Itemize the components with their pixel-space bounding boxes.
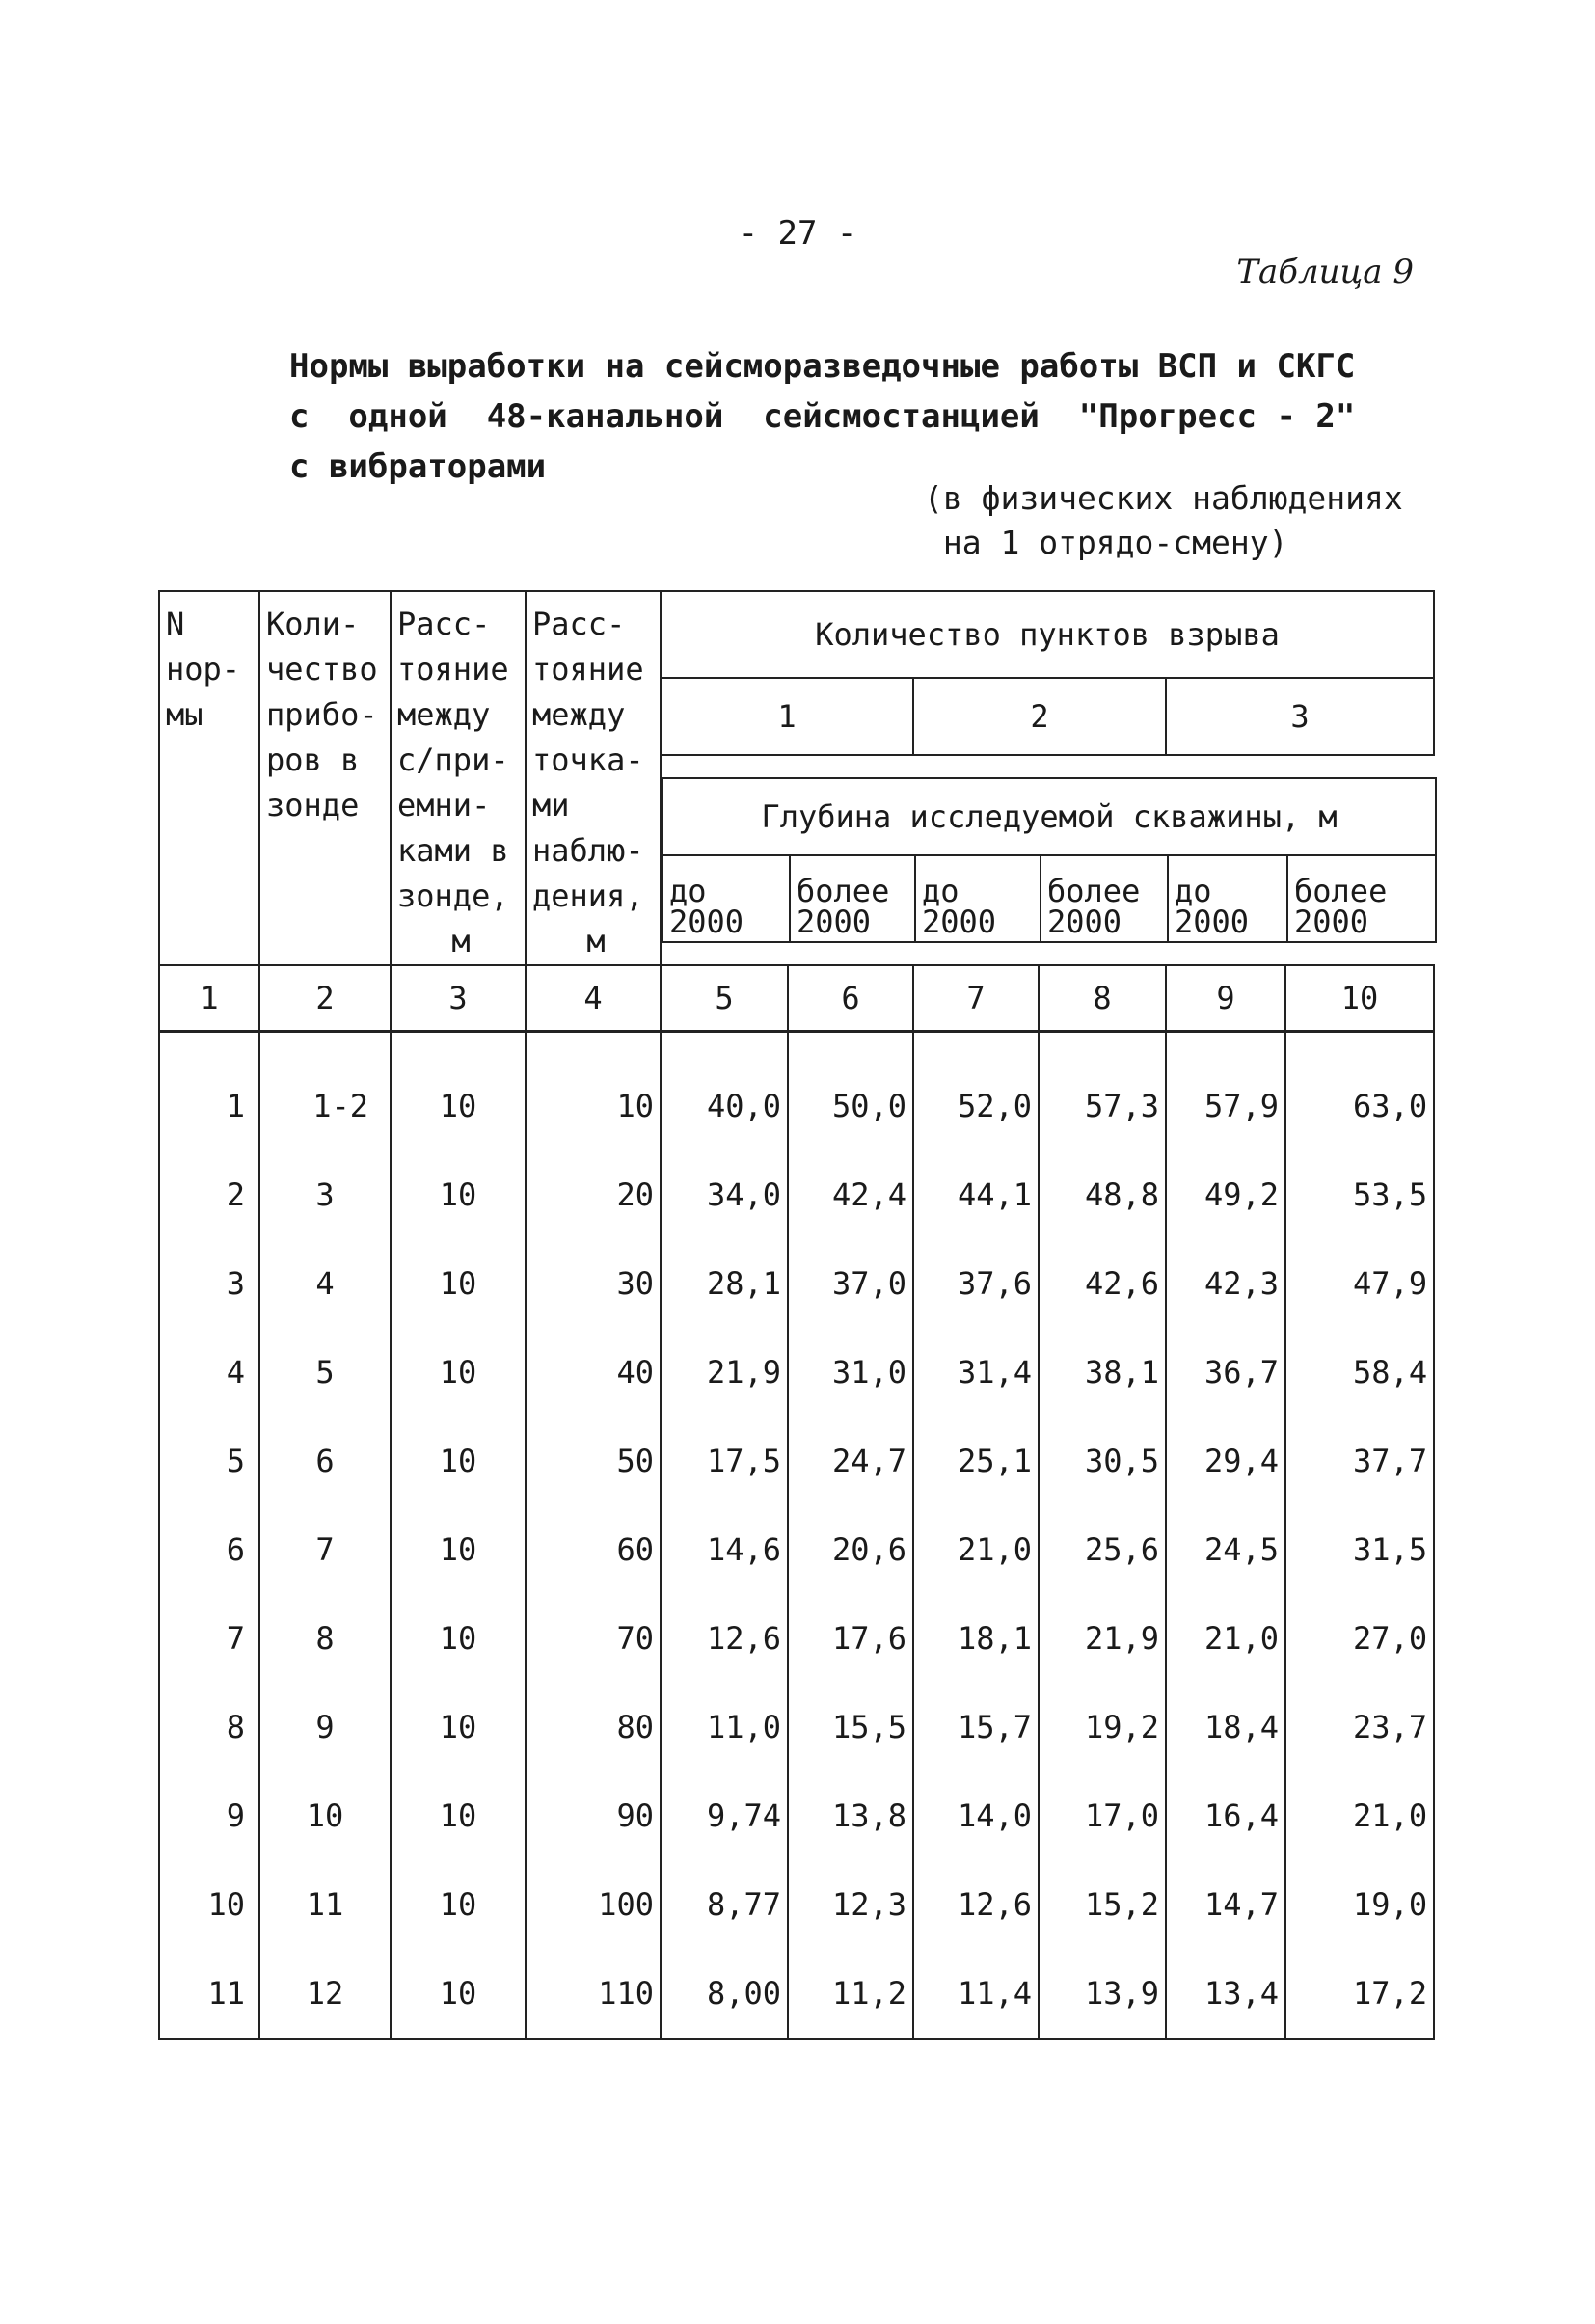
header-observation-distance (526, 591, 661, 965)
depth-label-cell (1168, 855, 1287, 942)
table-cell: 40 (526, 1328, 661, 1417)
depth-label-cell (1041, 855, 1168, 942)
table-cell: 100 (526, 1860, 661, 1949)
column-number-cell: 2 (259, 965, 391, 1032)
table-cell: 60 (526, 1505, 661, 1594)
table-cell: 25,6 (1039, 1505, 1166, 1594)
table-cell: 10 (391, 1239, 526, 1328)
table-cell: 11,0 (661, 1683, 788, 1771)
header-line: нор- (166, 651, 241, 688)
header-line: Расс- (397, 606, 491, 642)
table-cell: 9 (259, 1683, 391, 1771)
table-cell: 21,0 (1166, 1594, 1285, 1683)
header-line: м (586, 923, 606, 959)
table-row (159, 1771, 1434, 1860)
table-cell: 10 (391, 1594, 526, 1683)
units-note (924, 476, 1403, 565)
table-row (159, 1150, 1434, 1239)
depth-label-line: до (669, 873, 707, 909)
table-cell: 48,8 (1039, 1150, 1166, 1239)
table-cell: 37,7 (1285, 1417, 1434, 1505)
table-cell: 10 (391, 1683, 526, 1771)
table-cell: 24,7 (788, 1417, 913, 1505)
table-cell: 6 (159, 1505, 259, 1594)
header-line: ками в (397, 832, 509, 869)
table-cell: 18,4 (1166, 1683, 1285, 1771)
table-cell: 57,3 (1039, 1032, 1166, 1151)
depth-label-cell (915, 855, 1041, 942)
header-line: с/при- (397, 742, 509, 778)
table-cell: 12,6 (913, 1860, 1039, 1949)
table-cell: 9 (159, 1771, 259, 1860)
table-cell: 25,1 (913, 1417, 1039, 1505)
table-cell: 24,5 (1166, 1505, 1285, 1594)
table-cell: 19,0 (1285, 1860, 1434, 1949)
table-cell: 28,1 (661, 1239, 788, 1328)
table-cell: 10 (526, 1032, 661, 1151)
column-number-cell: 1 (159, 965, 259, 1032)
table-cell: 53,5 (1285, 1150, 1434, 1239)
table-cell: 50 (526, 1417, 661, 1505)
column-number-cell: 6 (788, 965, 913, 1032)
table-cell: 16,4 (1166, 1771, 1285, 1860)
table-cell: 31,0 (788, 1328, 913, 1417)
table-cell: 49,2 (1166, 1150, 1285, 1239)
table-cell: 12 (259, 1949, 391, 2040)
table-cell: 8 (159, 1683, 259, 1771)
depth-label-line: до (1175, 873, 1212, 909)
header-line: м (451, 923, 471, 959)
column-number-row (159, 965, 1434, 1032)
header-point-3: 3 (1166, 678, 1434, 755)
table-cell: 15,2 (1039, 1860, 1166, 1949)
table-row (159, 1417, 1434, 1505)
header-line: Коли- (266, 606, 360, 642)
table-cell: 11 (159, 1949, 259, 2040)
header-line: зонде, (397, 878, 509, 914)
table-cell: 4 (259, 1239, 391, 1328)
table-cell: 10 (391, 1150, 526, 1239)
depth-label-row (662, 855, 1436, 942)
table-cell: 30 (526, 1239, 661, 1328)
table-cell: 3 (159, 1239, 259, 1328)
table-cell: 17,2 (1285, 1949, 1434, 2040)
table-cell: 13,8 (788, 1771, 913, 1860)
table-cell: 10 (391, 1771, 526, 1860)
table-cell: 10 (391, 1417, 526, 1505)
table-cell: 40,0 (661, 1032, 788, 1151)
depth-header-row (662, 778, 1436, 855)
table-cell: 21,0 (1285, 1771, 1434, 1860)
table-cell: 63,0 (1285, 1032, 1434, 1151)
depth-label-line: более (797, 873, 890, 909)
table-cell: 10 (391, 1949, 526, 2040)
table-cell: 3 (259, 1150, 391, 1239)
depth-label-line: более (1294, 873, 1388, 909)
table-title (289, 341, 1360, 492)
header-line: мы (166, 696, 203, 733)
table-cell: 50,0 (788, 1032, 913, 1151)
table-cell: 14,6 (661, 1505, 788, 1594)
header-line: ми (532, 787, 570, 824)
table-cell: 37,0 (788, 1239, 913, 1328)
column-number-cell: 10 (1285, 965, 1434, 1032)
header-line: наблю- (532, 832, 644, 869)
table-label: Таблица 9 (1236, 253, 1414, 291)
header-receiver-distance (391, 591, 526, 965)
table-cell: 8,77 (661, 1860, 788, 1949)
table-row (159, 1328, 1434, 1417)
table-cell: 19,2 (1039, 1683, 1166, 1771)
depth-label-line: до (922, 873, 960, 909)
table-cell: 17,5 (661, 1417, 788, 1505)
table-cell: 37,6 (913, 1239, 1039, 1328)
table-cell: 1-2 (259, 1032, 391, 1151)
depth-label-cell (662, 855, 790, 942)
header-device-count (259, 591, 391, 965)
table-cell: 17,6 (788, 1594, 913, 1683)
header-line: точка- (532, 742, 644, 778)
header-line: емни- (397, 787, 491, 824)
header-line: дения, (532, 878, 644, 914)
header-blast-points: Количество пунктов взрыва (661, 591, 1434, 678)
table-cell: 42,4 (788, 1150, 913, 1239)
table-cell: 11,2 (788, 1949, 913, 2040)
table-cell: 31,5 (1285, 1505, 1434, 1594)
table-cell: 7 (159, 1594, 259, 1683)
header-depth-wrapper (661, 755, 1434, 965)
table-cell: 70 (526, 1594, 661, 1683)
depth-label-line: 2000 (1294, 904, 1369, 940)
table-cell: 8 (259, 1594, 391, 1683)
units-line: (в физических наблюдениях (924, 479, 1403, 517)
table-row (159, 1949, 1434, 2040)
table-cell: 15,5 (788, 1683, 913, 1771)
column-number-cell: 4 (526, 965, 661, 1032)
units-line: на 1 отрядо-смену) (924, 524, 1288, 561)
column-number-cell: 8 (1039, 965, 1166, 1032)
depth-label-line: 2000 (669, 904, 744, 940)
table-cell: 36,7 (1166, 1328, 1285, 1417)
header-row (159, 591, 1434, 678)
table-cell: 10 (391, 1328, 526, 1417)
table-cell: 58,4 (1285, 1328, 1434, 1417)
title-line: с одной 48-канальной сейсмостанцией "Прогресс - 2" (289, 397, 1356, 436)
depth-label-line: более (1047, 873, 1141, 909)
depth-label-line: 2000 (1175, 904, 1250, 940)
table-cell: 20,6 (788, 1505, 913, 1594)
header-line: Расс- (532, 606, 626, 642)
table-cell: 80 (526, 1683, 661, 1771)
table-cell: 6 (259, 1417, 391, 1505)
table-cell: 7 (259, 1505, 391, 1594)
header-well-depth: Глубина исследуемой скважины, м (662, 778, 1436, 855)
page-number: - 27 - (738, 214, 857, 253)
table-cell: 4 (159, 1328, 259, 1417)
table-cell: 29,4 (1166, 1417, 1285, 1505)
table-cell: 12,6 (661, 1594, 788, 1683)
table-cell: 8,00 (661, 1949, 788, 2040)
table-cell: 18,1 (913, 1594, 1039, 1683)
table-cell: 52,0 (913, 1032, 1039, 1151)
depth-label-line: 2000 (922, 904, 997, 940)
column-number-cell: 5 (661, 965, 788, 1032)
table-cell: 21,9 (661, 1328, 788, 1417)
depth-label-line: 2000 (797, 904, 872, 940)
table-cell: 10 (259, 1771, 391, 1860)
table-cell: 21,0 (913, 1505, 1039, 1594)
table-cell: 13,9 (1039, 1949, 1166, 2040)
header-norm-number (159, 591, 259, 965)
table-cell: 10 (391, 1505, 526, 1594)
table-cell: 17,0 (1039, 1771, 1166, 1860)
table-cell: 5 (259, 1328, 391, 1417)
header-line: ров в (266, 742, 360, 778)
table-cell: 5 (159, 1417, 259, 1505)
title-line: Нормы выработки на сейсморазведочные работы ВСП и СКГС (289, 347, 1356, 386)
table-row (159, 1239, 1434, 1328)
column-number-cell: 7 (913, 965, 1039, 1032)
table-cell: 57,9 (1166, 1032, 1285, 1151)
table-cell: 15,7 (913, 1683, 1039, 1771)
table-cell: 10 (391, 1032, 526, 1151)
table-row (159, 1594, 1434, 1683)
table-cell: 11,4 (913, 1949, 1039, 2040)
title-line: с вибраторами (289, 447, 547, 486)
column-number-cell: 9 (1166, 965, 1285, 1032)
column-number-cell: 3 (391, 965, 526, 1032)
header-line: тояние (397, 651, 509, 688)
table-cell: 30,5 (1039, 1417, 1166, 1505)
table-cell: 10 (159, 1860, 259, 1949)
header-line: прибо- (266, 696, 378, 733)
table-cell: 11 (259, 1860, 391, 1949)
depth-label-cell (790, 855, 915, 942)
table-cell: 34,0 (661, 1150, 788, 1239)
header-point-1: 1 (661, 678, 913, 755)
table-body (159, 591, 1434, 2040)
table-cell: 10 (391, 1860, 526, 1949)
header-line: между (397, 696, 491, 733)
table-cell: 9,74 (661, 1771, 788, 1860)
table-row (159, 1032, 1434, 1151)
table-cell: 44,1 (913, 1150, 1039, 1239)
table-cell: 38,1 (1039, 1328, 1166, 1417)
depth-subtable (662, 777, 1437, 943)
header-line: чество (266, 651, 378, 688)
table-cell: 47,9 (1285, 1239, 1434, 1328)
header-line: N (166, 606, 185, 642)
header-point-2: 2 (913, 678, 1166, 755)
depth-label-cell (1287, 855, 1436, 942)
table-cell: 42,3 (1166, 1239, 1285, 1328)
table-row (159, 1683, 1434, 1771)
table-cell: 12,3 (788, 1860, 913, 1949)
depth-label-line: 2000 (1047, 904, 1122, 940)
table-cell: 14,0 (913, 1771, 1039, 1860)
header-line: между (532, 696, 626, 733)
table-cell: 1 (159, 1032, 259, 1151)
header-line: тояние (532, 651, 644, 688)
table-cell: 31,4 (913, 1328, 1039, 1417)
table-cell: 21,9 (1039, 1594, 1166, 1683)
header-line: зонде (266, 787, 360, 824)
table-cell: 2 (159, 1150, 259, 1239)
table-cell: 90 (526, 1771, 661, 1860)
table-cell: 27,0 (1285, 1594, 1434, 1683)
table-cell: 23,7 (1285, 1683, 1434, 1771)
table-row (159, 1505, 1434, 1594)
table-row (159, 1860, 1434, 1949)
table-cell: 13,4 (1166, 1949, 1285, 2040)
table-cell: 20 (526, 1150, 661, 1239)
table-cell: 14,7 (1166, 1860, 1285, 1949)
table-cell: 110 (526, 1949, 661, 2040)
table-cell: 42,6 (1039, 1239, 1166, 1328)
norms-table (158, 590, 1435, 2040)
